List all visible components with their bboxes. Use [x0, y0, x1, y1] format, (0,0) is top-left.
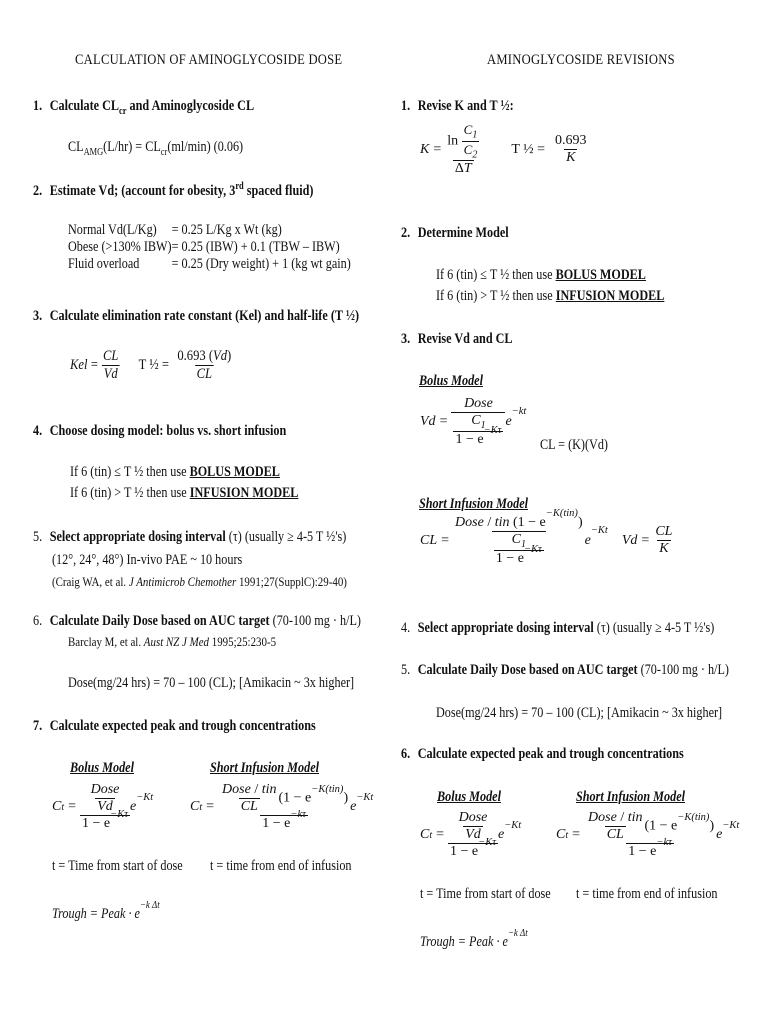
right-dose-equation: Dose(mg/24 hrs) = 70 – 100 (CL); [Amikacin ~ 3x higher]: [436, 705, 723, 721]
vd-row-normal: Normal Vd(L/Kg) = 0.25 L/Kg x Wt (kg): [68, 222, 282, 238]
right-bolus-heading-2: Bolus Model: [437, 789, 501, 805]
right-step-3: 3. Revise Vd and CL: [401, 331, 513, 347]
left-step-4: 4. Choose dosing model: bolus vs. short infusion: [33, 423, 287, 439]
cl-amg-equation: $CL_{AMG}(L/hr) = CL_{cr}(ml/\min)$ (0.06): [68, 139, 244, 158]
left-bolus-ct-equation: C t = $\frac{\frac{\text{Dose}}{Vd}}{1 - e^{-K\tau}}$ e −Kt: [52, 782, 154, 831]
left-step-3: 3. Calculate elimination rate constant (Kel) and half-life (T ½): [33, 308, 360, 324]
right-step-1: 1. Revise K and T ½:: [401, 98, 514, 114]
vd-row-fluid: Fluid overload = 0.25 (Dry weight) + 1 (kg wt gain): [68, 256, 351, 272]
right-model-bolus-line: If 6 (tin) ≤ T ½ then use BOLUS MODEL: [436, 267, 646, 283]
left-step-5-pae: (12°, 24°, 48°) In-vivo PAE ~ 10 hours: [52, 552, 243, 568]
left-step-1: 1. Calculate $CL_{cr}$ and Aminoglycoside CL: [33, 98, 255, 117]
right-infusion-heading-2: Short Infusion Model: [576, 789, 685, 805]
kel-equation: Kel = $\frac{CL}{Vd}$ T ½ = $\frac{0.693 (Vd)}{CL}$: [70, 348, 232, 382]
left-title: CALCULATION OF AMINOGLYCOSIDE DOSE: [75, 52, 343, 68]
right-infusion-t-definition: t = time from end of infusion: [576, 886, 718, 902]
vd-revise-equation: Vd = $\frac{\text{Dose}}{\frac{C_1}{1 - e^{-K\tau}}}$ e −kt: [420, 396, 527, 447]
cl-revise-equation: CL = $\frac{Dose / tin (1 - e^{-K(tin)})}{\frac{C_1}{1 - e^{-K\tau}}}$ e −Kt Vd = $\frac{CL}{K}$: [420, 508, 673, 566]
k-revise-equation: K = ln $\frac{C_1}{C_2}$ ΔT T ½ = $\frac{0.693}{K}$: [420, 122, 587, 177]
left-step-6-reference: Barclay M, et al. Aust NZ J Med 1995;25:230-5: [68, 634, 277, 649]
left-step-2: 2. Estimate Vd; (account for obesity, 3rd spaced fluid): [33, 181, 314, 199]
right-step-6: 6. Calculate expected peak and trough concentrations: [401, 746, 684, 762]
left-infusion-model-heading: Short Infusion Model: [210, 760, 319, 776]
right-model-infusion-line: If 6 (tin) > T ½ then use INFUSION MODEL: [436, 288, 665, 304]
left-step-5: 5. Select appropriate dosing interval (τ) (usually ≥ 4-5 T ½'s): [33, 529, 347, 545]
left-model-bolus-line: If 6 (tin) ≤ T ½ then use BOLUS MODEL: [70, 464, 280, 480]
vd-table: [68, 222, 351, 273]
right-step-4: 4. Select appropriate dosing interval (τ) (usually ≥ 4-5 T ½'s): [401, 620, 715, 636]
cl-k-vd-equation: CL = (K)(Vd): [540, 437, 608, 453]
left-bolus-t-definition: t = Time from start of dose: [52, 858, 183, 874]
left-dose-equation: Dose(mg/24 hrs) = 70 – 100 (CL); [Amikacin ~ 3x higher]: [68, 675, 355, 691]
left-step-6: 6. Calculate Daily Dose based on AUC target (70-100 mg · h/L): [33, 613, 361, 629]
right-infusion-model-heading: Short Infusion Model: [419, 496, 528, 512]
left-step-5-reference: (Craig WA, et al. J Antimicrob Chemother 1991;27(SupplC):29-40): [52, 574, 347, 589]
right-title: AMINOGLYCOSIDE REVISIONS: [487, 52, 675, 68]
right-bolus-model-heading: Bolus Model: [419, 373, 483, 389]
right-bolus-ct-equation: C t = $\frac{\frac{\text{Dose}}{Vd}}{1 - e^{-K\tau}}$ e −Kt: [420, 810, 522, 859]
left-model-infusion-line: If 6 (tin) > T ½ then use INFUSION MODEL: [70, 485, 299, 501]
left-bolus-model-heading: Bolus Model: [70, 760, 134, 776]
right-trough-equation: Trough = Peak · $e^{-k \Delta t}$: [420, 928, 528, 950]
left-step-7: 7. Calculate expected peak and trough concentrations: [33, 718, 316, 734]
left-infusion-t-definition: t = time from end of infusion: [210, 858, 352, 874]
right-infusion-ct-equation: C t = $\frac{\text{Dose / tin}}{CL}$ $(1 - e^{-K(tin)})$ $1 - e^{-k\tau}$ e −Kt: [556, 810, 740, 859]
left-trough-equation: Trough = Peak · $e^{-k \Delta t}$: [52, 900, 160, 922]
right-step-5: 5. Calculate Daily Dose based on AUC target (70-100 mg · h/L): [401, 662, 729, 678]
right-step-2: 2. Determine Model: [401, 225, 509, 241]
right-bolus-t-definition: t = Time from start of dose: [420, 886, 551, 902]
left-infusion-ct-equation: C t = $\frac{\text{Dose / tin}}{CL}$ $(1 - e^{-K(tin)})$ $1 - e^{-k\tau}$ e −Kt: [190, 782, 374, 831]
vd-row-obese: Obese (>130% IBW) = 0.25 (IBW) + 0.1 (TBW – IBW): [68, 239, 340, 255]
